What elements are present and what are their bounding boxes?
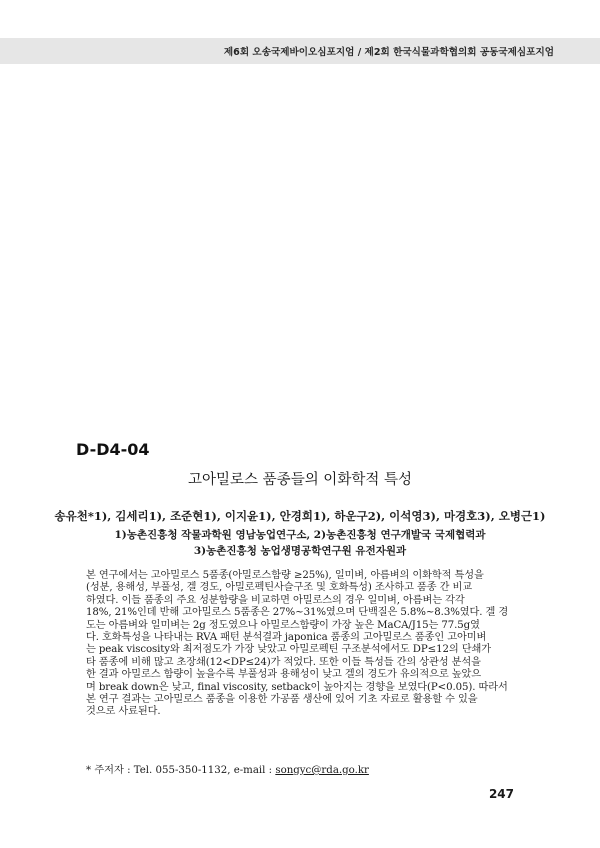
abstract-line: 본 연구 결과는 고아밀로스 품종을 이용한 가공품 생산에 있어 기초 자료로 활용할 수 있을 [86, 694, 478, 706]
page-number: 247 [488, 787, 514, 801]
abstract-line: 것으로 사료된다. [86, 706, 161, 718]
paper-code: D-D4-04 [76, 440, 150, 459]
abstract-line: 며 break down은 낮고, final viscosity, setback이 높아지는 경향을 보였다(P<0.05). 따라서 [86, 681, 508, 693]
abstract-line: 본 연구에서는 고아밀로스 5품종(아밀로스함량 ≥25%), 일미벼, 아름벼의 이화학적 특성을 [86, 570, 484, 581]
paper-title: 고아밀로스 품종들의 이화학적 특성 [188, 472, 412, 488]
abstract-line: 다. 호화특성을 나타내는 RVA 패턴 분석결과 japonica 품종의 고아밀로스 품종인 고아미벼 [86, 632, 487, 644]
abstract [86, 570, 518, 719]
abstract-line: (성분, 용해성, 부풀성, 겔 경도, 아밀로펙틴사슬구조 및 호화특성) 조사하고 품종 간 비교 [86, 582, 473, 594]
abstract-line: 하였다. 이들 품종의 주요 성분함량을 비교하면 아밀로스의 경우 일미벼, 아름벼는 각각 [86, 594, 465, 606]
author-list: 송유천*1), 김세리1), 조준현1), 이지윤1), 안경희1), 하운구2), 이석영3), 마경호3), 오병근1) [54, 509, 546, 523]
contact-text: * 주저자 : Tel. 055-350-1132, e-mail : [86, 765, 276, 776]
affiliation-line-1: 1)농촌진흥청 작물과학원 영남농업연구소, 2)농촌진흥청 연구개발국 국제협력과 [114, 529, 486, 541]
abstract-line: 는 peak viscosity와 최저점도가 가장 낮았고 아밀로펙틴 구조분석에서도 DP≤12의 단쇄가 [86, 644, 491, 656]
affiliation-line-2: 3)농촌진흥청 농업생명공학연구원 유전자원과 [193, 545, 407, 557]
abstract-line: 타 품종에 비해 많고 초장쇄(12<DP≤24)가 적었다. 또한 이들 특성들 간의 상관성 분석을 [86, 656, 481, 668]
abstract-line: 도는 아름벼와 일미벼는 2g 정도였으나 아밀로스함량이 가장 높은 MaCA/J15는 77.5g였 [86, 619, 480, 631]
email-link[interactable]: songyc@rda.go.kr [275, 765, 369, 776]
abstract-line: 한 결과 아밀로스 함량이 높을수록 부풀성과 용해성이 낮고 겔의 경도가 유의적으로 높았으 [86, 669, 481, 681]
running-header: 제6회 오송국제바이오심포지엄 / 제2회 한국식물과학협의회 공동국제심포지엄 [223, 47, 554, 58]
abstract-line: 18%, 21%인데 반해 고아밀로스 5품종은 27%~31%였으며 단백질은 5.8%~8.3%였다. 겔 경 [86, 607, 509, 619]
corresponding-author [86, 761, 369, 776]
